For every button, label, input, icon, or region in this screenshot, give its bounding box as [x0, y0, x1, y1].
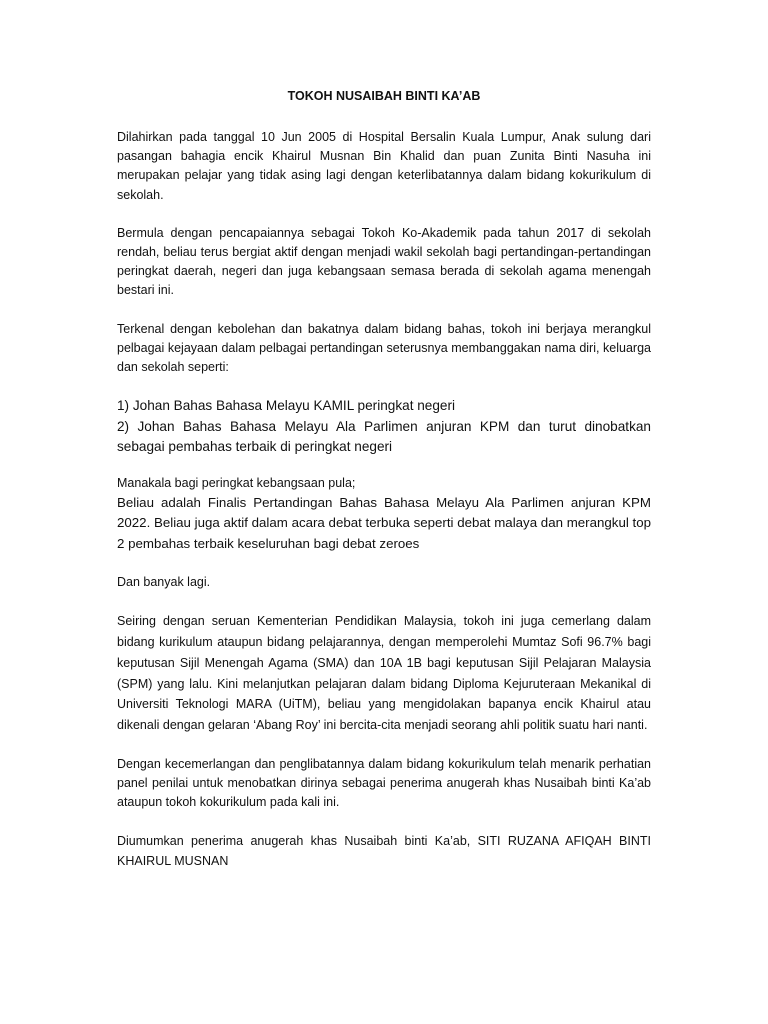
achievement-item-1: 1) Johan Bahas Bahasa Melayu KAMIL peringkat negeri: [117, 398, 456, 414]
paragraph-announcement: Diumumkan penerima anugerah khas Nusaibah binti Ka’ab, SITI RUZANA AFIQAH BINTI KHAIRUL MUSNAN: [117, 834, 651, 869]
paragraph-more: Dan banyak lagi.: [117, 575, 211, 590]
paragraph-academics: Seiring dengan seruan Kementerian Pendidikan Malaysia, tokoh ini juga cemerlang dalam bidang kurikulum ataupun bidang pelajarannya, dengan memperolehi Mumtaz Sofi 96.7% bagi keputusan Sijil Menengah Agama (SMA) dan 10A 1B bagi keputusan Sijil Pelajaran Malaysia (SPM) yang lalu. Kini melanjutkan pelajaran dalam bidang Diploma Kejuruteraan Mekanikal di Universiti Teknologi MARA (UiTM), beliau yang mengidolakan bapanya encik Khairul atau dikenali dengan gelaran ‘Abang Roy’ ini bercita-cita menjadi seorang ahli politik suatu hari nanti.: [117, 614, 651, 732]
paragraph-beginnings: Bermula dengan pencapaiannya sebagai Tokoh Ko-Akademik pada tahun 2017 di sekolah rendah, beliau terus bergiat aktif dengan menjadi wakil sekolah bagi pertandingan-pertandingan peringkat daerah, negeri dan juga kebangsaan semasa berada di sekolah agama menengah bestari ini.: [117, 225, 651, 298]
paragraph-birth: Dilahirkan pada tanggal 10 Jun 2005 di Hospital Bersalin Kuala Lumpur, Anak sulung dari pasangan bahagia encik Khairul Musnan Bin Khalid dan puan Zunita Binti Nasuha ini merupakan pelajar yang tidak asing lagi dengan keterlibatannya dalam bidang kokurikulum di sekolah.: [117, 130, 651, 202]
national-section: [117, 474, 651, 555]
national-body: Beliau adalah Finalis Pertandingan Bahas Bahasa Melayu Ala Parlimen anjuran KPM 2022. Beliau juga aktif dalam acara debat terbuka seperti debat malaya dan merangkul top 2 pembahas terbaik keseluruhan bagi debat zeroes: [117, 494, 651, 551]
document-body: [117, 86, 651, 871]
document-title: TOKOH NUSAIBAH BINTI KA’AB: [287, 89, 481, 103]
achievement-list: [117, 396, 651, 458]
paragraph-achievements-intro: Terkenal dengan kebolehan dan bakatnya dalam bidang bahas, tokoh ini berjaya merangkul pelbagai kejayaan dalam pelbagai pertandingan seterusnya membanggakan nama diri, keluarga dan sekolah seperti:: [117, 321, 651, 375]
paragraph-recognition: Dengan kecemerlangan dan penglibatannya dalam bidang kokurikulum telah menarik perhatian panel penilai untuk menobatkan dirinya sebagai penerima anugerah khas Nusaibah binti Ka’ab ataupun tokoh kokurikulum pada kali ini.: [117, 756, 651, 810]
national-intro: Manakala bagi peringkat kebangsaan pula;: [117, 475, 356, 490]
achievement-item-2: 2) Johan Bahas Bahasa Melayu Ala Parlimen anjuran KPM dan turut dinobatkan sebagai pembahas terbaik di peringkat negeri: [117, 418, 651, 455]
